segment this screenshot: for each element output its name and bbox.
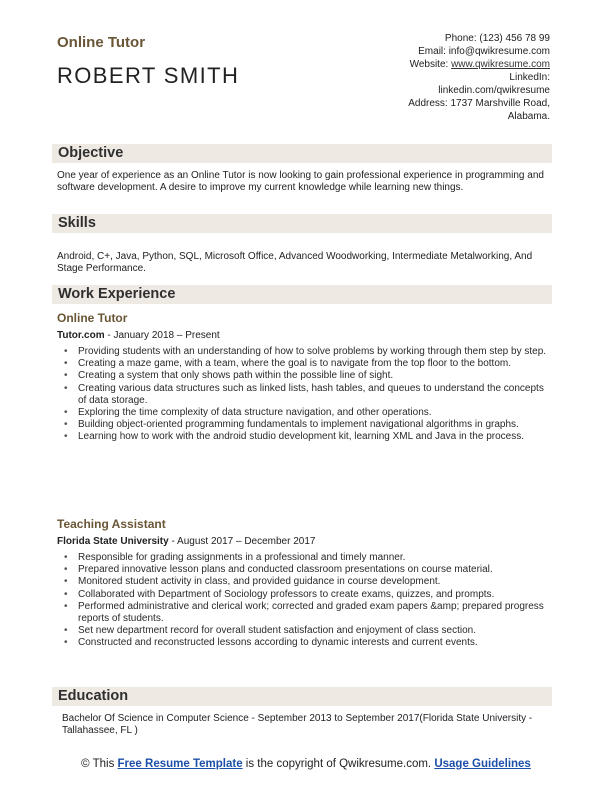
- list-item: • Exploring the time complexity of data structure navigation, and other operations.: [62, 407, 552, 419]
- list-item: • Creating various data structures such as linked lists, hash tables, and queues to understand the concepts of data storage.: [62, 383, 552, 407]
- list-item: • Learning how to work with the android studio development kit, learning XML and Java in the process.: [62, 431, 552, 443]
- job-role: Online Tutor: [57, 311, 128, 325]
- job-bullet-list: [62, 552, 552, 650]
- footer-prefix: © This: [81, 758, 118, 770]
- job-employer-line: [57, 536, 315, 547]
- skills-title: Skills: [58, 215, 96, 231]
- work-title: Work Experience: [58, 286, 176, 302]
- website-link[interactable]: www.qwikresume.com: [451, 59, 550, 70]
- job-role: Teaching Assistant: [57, 517, 166, 531]
- list-item: • Collaborated with Department of Sociology professors to create exams, quizzes, and prompts.: [62, 589, 552, 601]
- list-item: • Performed administrative and clerical work; corrected and graded exam papers &amp; prepared progress reports of students.: [62, 601, 552, 625]
- list-item: • Monitored student activity in class, and provided guidance in course development.: [62, 576, 552, 588]
- footer-middle: is the copyright of Qwikresume.com.: [242, 758, 435, 770]
- list-item: • Creating a maze game, with a team, where the goal is to navigate from the top floor to the bottom.: [62, 358, 552, 370]
- list-item: • Building object-oriented programming fundamentals to implement navigational algorithms in graphs.: [62, 419, 552, 431]
- education-section-header: [52, 687, 552, 706]
- work-section-header: [52, 285, 552, 304]
- objective-text: One year of experience as an Online Tutor is now looking to gain professional experience in programming and software development. A desire to improve my current knowledge while learning new things.: [57, 170, 544, 193]
- skills-text: Android, C+, Java, Python, SQL, Microsoft Office, Advanced Woodworking, Intermediate Metalworking, And Stage Performance.: [57, 251, 533, 274]
- list-item: • Constructed and reconstructed lessons according to dynamic interests and current events.: [62, 637, 552, 649]
- objective-section-header: [52, 144, 552, 163]
- job-bullet-list: [62, 346, 552, 444]
- website-label: Website:: [409, 59, 452, 70]
- usage-guidelines-link[interactable]: Usage Guidelines: [434, 758, 531, 770]
- skills-section-header: [52, 214, 552, 233]
- contact-website: [290, 58, 550, 71]
- contact-linkedin-label: LinkedIn:: [509, 72, 550, 83]
- copyright-footer: [0, 757, 612, 771]
- list-item: • Responsible for grading assignments in a professional and timely manner.: [62, 552, 552, 564]
- candidate-name: ROBERT SMITH: [57, 63, 240, 88]
- contact-email: Email: info@qwikresume.com: [418, 46, 550, 57]
- job-dates: - August 2017 – December 2017: [168, 536, 316, 547]
- education-text: Bachelor Of Science in Computer Science - September 2013 to September 2017(Florida State University - Tallahassee, FL ): [62, 713, 533, 736]
- employer-name: Tutor.com: [57, 330, 105, 341]
- contact-block: [290, 32, 550, 123]
- contact-address-line1: Address: 1737 Marshville Road,: [408, 98, 550, 109]
- free-resume-template-link[interactable]: Free Resume Template: [117, 758, 243, 770]
- contact-phone: Phone: (123) 456 78 99: [444, 33, 550, 44]
- job-employer-line: [57, 330, 220, 341]
- list-item: • Providing students with an understanding of how to solve problems by working through them step by step.: [62, 346, 552, 358]
- contact-linkedin-url: linkedin.com/qwikresume: [438, 85, 550, 96]
- objective-title: Objective: [58, 145, 124, 161]
- list-item: • Creating a system that only shows path within the possible line of sight.: [62, 370, 552, 382]
- employer-name: Florida State University: [57, 536, 169, 547]
- list-item: • Prepared innovative lesson plans and conducted classroom presentations on course material.: [62, 564, 552, 576]
- contact-address-line2: Alabama.: [507, 111, 550, 122]
- header-job-title: Online Tutor: [57, 34, 146, 51]
- list-item: • Set new department record for overall student satisfaction and enjoyment of class section.: [62, 625, 552, 637]
- education-title: Education: [58, 688, 129, 704]
- job-dates: - January 2018 – Present: [104, 330, 220, 341]
